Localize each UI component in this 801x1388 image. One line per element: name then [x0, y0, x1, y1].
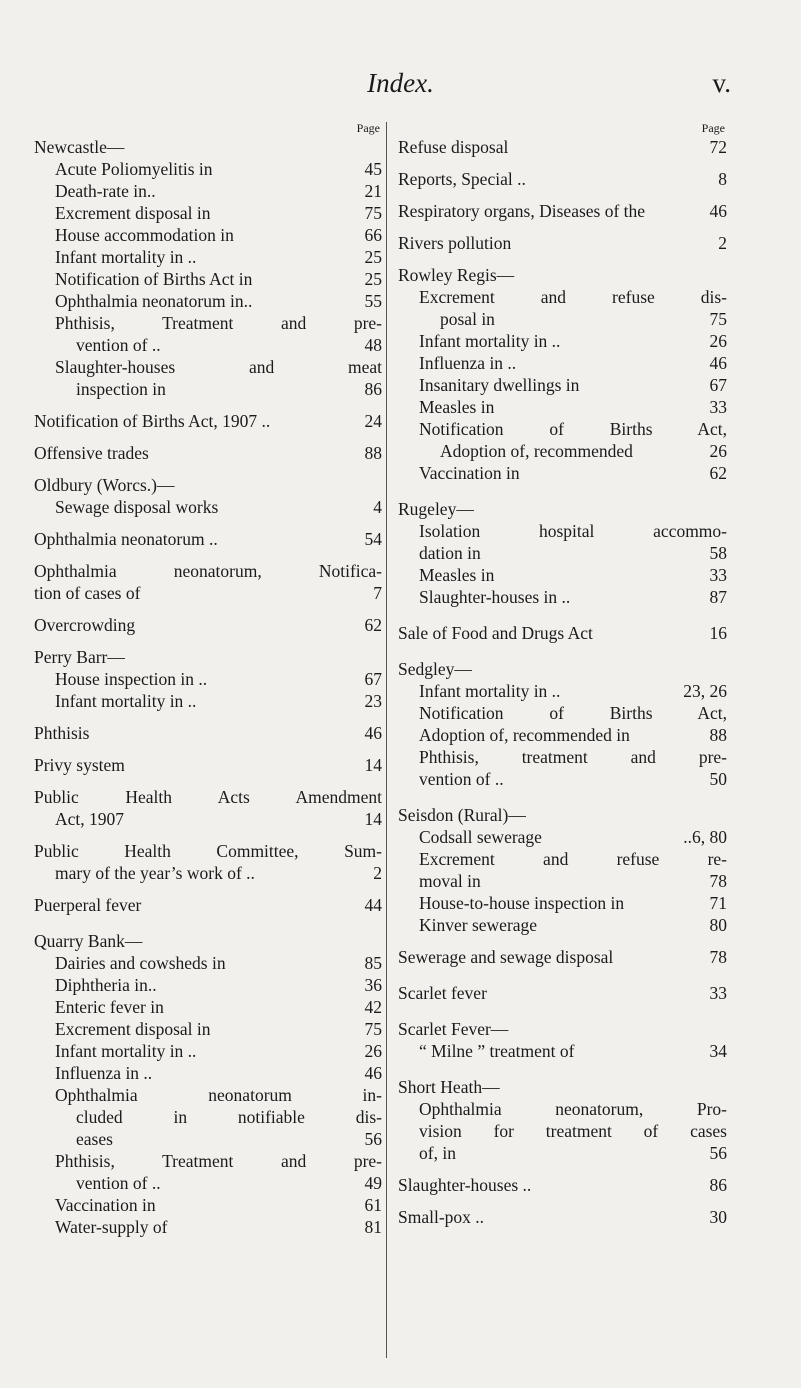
index-entry: Water-supply of 81	[55, 1217, 382, 1237]
index-entry: Infant mortality in .. 26	[419, 331, 727, 351]
index-entry: Ophthalmia neonatorum in- cluded in notifiable dis- eases 56	[55, 1085, 382, 1149]
index-heading: Perry Barr—	[34, 647, 125, 667]
index-entry: Notification of Births Act, Adoption of, recommended in 88	[419, 703, 727, 745]
page-ref: 75	[364, 1019, 382, 1039]
index-entry: Dairies and cowsheds in 85	[55, 953, 382, 973]
page-ref: 45	[364, 159, 382, 179]
index-entry: Vaccination in 61	[55, 1195, 382, 1215]
page-ref: 8	[718, 169, 727, 189]
index-entry: Ophthalmia neonatorum, Pro- vision for treatment of cases of, in 56	[419, 1099, 727, 1163]
page-ref: ..6, 80	[683, 827, 727, 847]
page-ref: 2	[373, 863, 382, 883]
page-ref: 42	[364, 997, 382, 1017]
page-ref: 33	[709, 397, 727, 417]
index-entry: Notification of Births Act, Adoption of, recommended 26	[419, 419, 727, 461]
index-entry: Public Health Acts Amendment Act, 1907 14	[34, 787, 382, 829]
page-ref: 26	[709, 331, 727, 351]
page-ref: 34	[709, 1041, 727, 1061]
index-entry: Isolation hospital accommo- dation in 58	[419, 521, 727, 563]
left-column	[34, 120, 382, 1238]
page-ref: 78	[709, 871, 727, 891]
index-heading: Rowley Regis—	[398, 265, 515, 285]
page-ref: 21	[364, 181, 382, 201]
right-column	[398, 120, 727, 1228]
index-entry: Privy system 14	[34, 755, 382, 775]
index-entry: Excrement and refuse dis- posal in 75	[419, 287, 727, 329]
index-heading: Seisdon (Rural)—	[398, 805, 526, 825]
index-entry: House inspection in .. 67	[55, 669, 382, 689]
index-entry: Puerperal fever 44	[34, 895, 382, 915]
index-entry: Infant mortality in .. 23	[55, 691, 382, 711]
index-entry: Ophthalmia neonatorum, Notifica- tion of cases of 7	[34, 561, 382, 603]
page-ref: 55	[364, 291, 382, 311]
index-entry: Diphtheria in.. 36	[55, 975, 382, 995]
index-heading: Newcastle—	[34, 137, 125, 157]
page-ref: 56	[364, 1129, 382, 1149]
page-number: v.	[712, 68, 731, 98]
index-heading: Quarry Bank—	[34, 931, 143, 951]
page-ref: 75	[364, 203, 382, 223]
index-entry: Death-rate in.. 21	[55, 181, 382, 201]
index-entry: Infant mortality in .. 25	[55, 247, 382, 267]
index-entry: Influenza in .. 46	[55, 1063, 382, 1083]
index-entry: Phthisis, Treatment and pre- vention of .. 48	[55, 313, 382, 355]
page-ref: 14	[364, 755, 382, 775]
index-entry: Measles in 33	[419, 397, 727, 417]
index-entry: House-to-house inspection in 71	[419, 893, 727, 913]
page-ref: 46	[709, 201, 727, 221]
page-ref: 25	[364, 269, 382, 289]
index-entry: Sale of Food and Drugs Act 16	[398, 623, 727, 643]
index-entry: Slaughter-houses .. 86	[398, 1175, 727, 1195]
index-entry: Public Health Committee, Sum- mary of the year’s work of .. 2	[34, 841, 382, 883]
page-ref: 25	[364, 247, 382, 267]
index-entry: Overcrowding 62	[34, 615, 382, 635]
page-ref: 26	[364, 1041, 382, 1061]
page-column-label: Page	[356, 121, 380, 135]
index-entry: Excrement disposal in 75	[55, 203, 382, 223]
page-ref: 81	[364, 1217, 382, 1237]
index-entry: Codsall sewerage ..6, 80	[419, 827, 727, 847]
page-ref: 36	[364, 975, 382, 995]
subentry-list	[34, 158, 382, 400]
index-entry: Respiratory organs, Diseases of the 46	[398, 201, 727, 221]
index-entry: Acute Poliomyelitis in 45	[55, 159, 382, 179]
index-entry: Rivers pollution 2	[398, 233, 727, 253]
index-entry: Phthisis, Treatment and pre- vention of .. 49	[55, 1151, 382, 1193]
index-entry: Excrement and refuse re- moval in 78	[419, 849, 727, 891]
page-ref: 30	[709, 1207, 727, 1227]
page-ref: 78	[709, 947, 727, 967]
index-entry: Offensive trades 88	[34, 443, 382, 463]
page-ref: 67	[709, 375, 727, 395]
index-heading: Oldbury (Worcs.)—	[34, 475, 175, 495]
index-entry: Infant mortality in .. 23, 26	[419, 681, 727, 701]
page-title: Index.	[367, 68, 434, 98]
index-entry: Notification of Births Act in 25	[55, 269, 382, 289]
page-ref: 71	[709, 893, 727, 913]
page-ref: 86	[709, 1175, 727, 1195]
index-entry: Notification of Births Act, 1907 .. 24	[34, 411, 382, 431]
index-entry: Sewage disposal works 4	[55, 497, 382, 517]
page-ref: 88	[364, 443, 382, 463]
page-column-label: Page	[701, 121, 725, 135]
page-ref: 49	[364, 1173, 382, 1193]
page-ref: 46	[709, 353, 727, 373]
index-entry: “ Milne ” treatment of 34	[419, 1041, 727, 1061]
page-ref: 86	[364, 379, 382, 399]
page-ref: 80	[709, 915, 727, 935]
index-entry: Measles in 33	[419, 565, 727, 585]
page-ref: 75	[709, 309, 727, 329]
page-ref: 46	[364, 723, 382, 743]
index-heading: Sedgley—	[398, 659, 472, 679]
page-ref: 54	[364, 529, 382, 549]
index-entry: Scarlet fever 33	[398, 983, 727, 1003]
page-ref: 61	[364, 1195, 382, 1215]
page-ref: 4	[373, 497, 382, 517]
page-ref: 33	[709, 565, 727, 585]
page-ref: 56	[709, 1143, 727, 1163]
page-ref: 23, 26	[683, 681, 727, 701]
page-ref: 88	[709, 725, 727, 745]
page-ref: 46	[364, 1063, 382, 1083]
index-entry: Phthisis, treatment and pre- vention of .. 50	[419, 747, 727, 789]
page-ref: 16	[709, 623, 727, 643]
page-ref: 72	[709, 137, 727, 157]
page-ref: 58	[709, 543, 727, 563]
index-entry: Ophthalmia neonatorum .. 54	[34, 529, 382, 549]
index-entry: Phthisis 46	[34, 723, 382, 743]
index-entry: Reports, Special .. 8	[398, 169, 727, 189]
index-entry: Enteric fever in 42	[55, 997, 382, 1017]
index-entry: Refuse disposal 72	[398, 137, 727, 157]
index-entry: Excrement disposal in 75	[55, 1019, 382, 1039]
index-entry: Influenza in .. 46	[419, 353, 727, 373]
page-ref: 23	[364, 691, 382, 711]
page-ref: 33	[709, 983, 727, 1003]
page-ref: 66	[364, 225, 382, 245]
index-entry: Slaughter-houses and meat inspection in 86	[55, 357, 382, 399]
page-ref: 44	[364, 895, 382, 915]
page-ref: 24	[364, 411, 382, 431]
index-entry: Kinver sewerage 80	[419, 915, 727, 935]
page-ref: 67	[364, 669, 382, 689]
index-entry: Small-pox .. 30	[398, 1207, 727, 1227]
index-entry: House accommodation in 66	[55, 225, 382, 245]
page-ref: 87	[709, 587, 727, 607]
index-heading: Scarlet Fever—	[398, 1019, 509, 1039]
page-ref: 26	[709, 441, 727, 461]
column-divider	[386, 122, 387, 1358]
page-ref: 85	[364, 953, 382, 973]
page-ref: 50	[709, 769, 727, 789]
index-heading: Rugeley—	[398, 499, 474, 519]
page-ref: 62	[709, 463, 727, 483]
index-entry: Sewerage and sewage disposal 78	[398, 947, 727, 967]
page-ref: 7	[373, 583, 382, 603]
page-ref: 48	[364, 335, 382, 355]
index-entry: Insanitary dwellings in 67	[419, 375, 727, 395]
page-ref: 62	[364, 615, 382, 635]
page-ref: 14	[364, 809, 382, 829]
index-entry: Vaccination in 62	[419, 463, 727, 483]
page-header	[0, 68, 801, 108]
index-entry: Ophthalmia neonatorum in.. 55	[55, 291, 382, 311]
index-heading: Short Heath—	[398, 1077, 500, 1097]
index-entry: Slaughter-houses in .. 87	[419, 587, 727, 607]
page-ref: 2	[718, 233, 727, 253]
index-entry: Infant mortality in .. 26	[55, 1041, 382, 1061]
